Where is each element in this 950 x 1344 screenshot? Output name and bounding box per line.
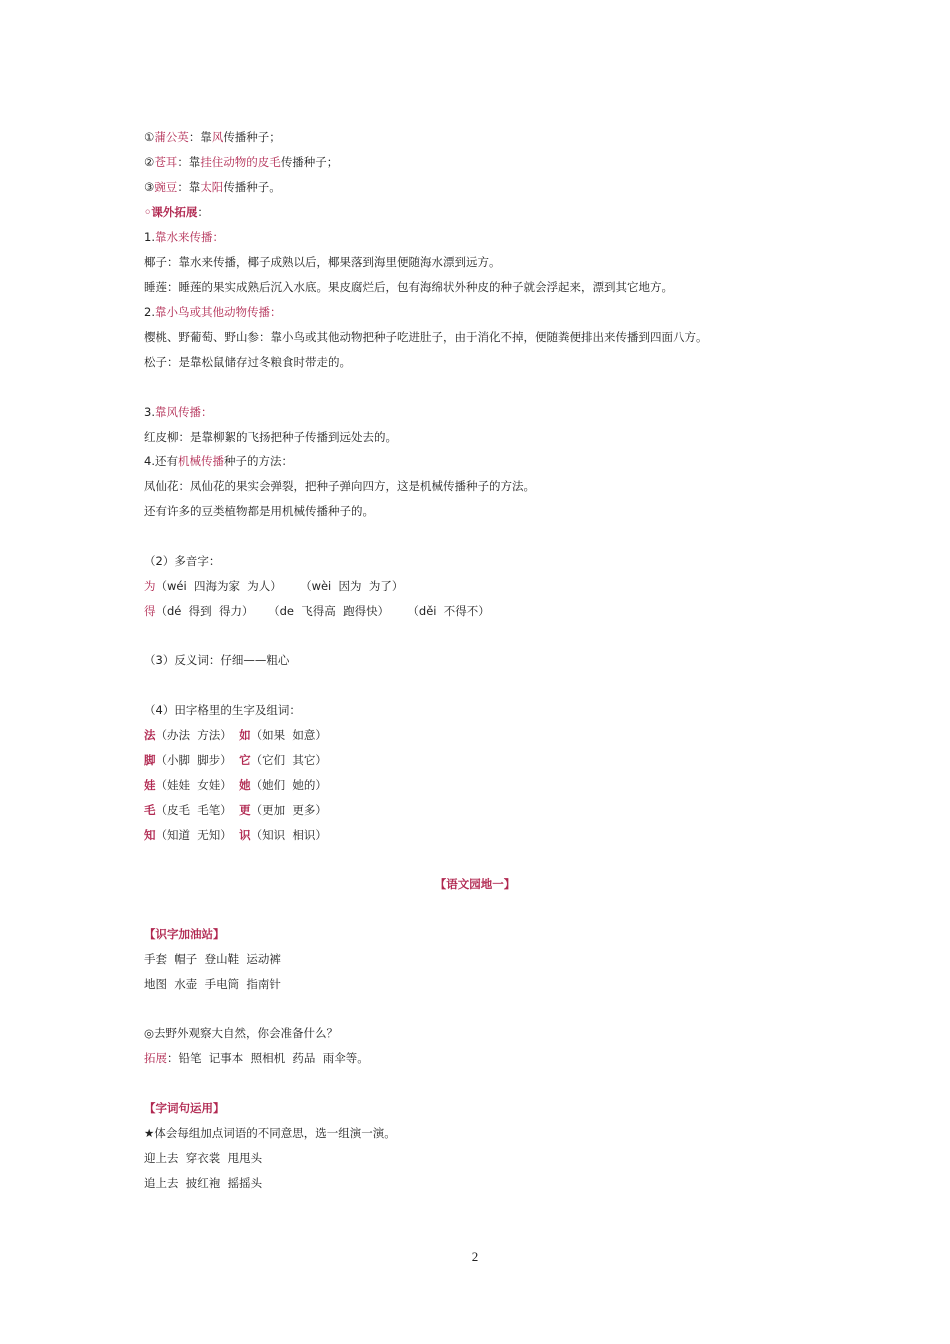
- text: ：: [197, 205, 209, 219]
- paragraph: 椰子：靠水来传播，椰子成熟以后，椰果落到海里便随海水漂到远方。: [144, 255, 501, 269]
- vocab-row: [144, 727, 327, 743]
- seed-item-cocklebur: [144, 154, 338, 170]
- page-number: 2: [471, 1249, 479, 1264]
- question: ◎去野外观察大自然，你会准备什么？: [144, 1026, 339, 1040]
- text: 传播种子；: [280, 155, 339, 169]
- text: 传播种子。: [223, 180, 281, 194]
- text: ：靠: [177, 155, 201, 169]
- polyphone-heading: （2）多音字：: [144, 554, 221, 568]
- plant-name: 蒲公英: [154, 130, 189, 144]
- subheading-text: 靠水来传播：: [154, 230, 224, 244]
- vocab-row: [144, 777, 327, 793]
- subsection-title-text: 【识字加油站】: [144, 927, 225, 941]
- item-number: ①: [144, 130, 155, 144]
- vocab-row: [144, 827, 327, 843]
- extension-answer: [144, 1050, 369, 1066]
- section-title-text: 【语文园地一】: [434, 877, 516, 891]
- seed-item-dandelion: [144, 129, 281, 145]
- vocab-char: 它: [239, 753, 251, 767]
- paragraph: 睡莲：睡莲的果实成熟后沉入水底。果皮腐烂后，包有海绵状外种皮的种子就会浮起来，漂到其它地方。: [144, 280, 673, 294]
- text: 传播种子；: [223, 130, 281, 144]
- vocab-char: 识: [239, 828, 251, 842]
- plant-name: 豌豆: [154, 180, 178, 194]
- instruction: ★体会每组加点词语的不同意思，选一组演一演。: [144, 1126, 396, 1140]
- vocab-char: 知: [144, 828, 156, 842]
- text: 3.: [144, 405, 155, 419]
- extension-heading: [144, 204, 209, 220]
- section-title: [0, 876, 950, 892]
- paragraph: 还有许多的豆类植物都是用机械传播种子的。: [144, 504, 374, 518]
- subsection-title: [144, 1100, 225, 1116]
- word-list: 手套 帽子 登山鞋 运动裤: [144, 952, 281, 966]
- vocab-words: （皮毛 毛笔）: [155, 803, 232, 817]
- vocab-char: 如: [239, 728, 251, 742]
- text: （wéi 四海为家 为人） （wèi 因为 为了）: [155, 579, 404, 593]
- method-highlight: 挂住动物的皮毛: [200, 155, 281, 169]
- subsection-title-text: 【字词句运用】: [144, 1101, 225, 1115]
- extension-label: 拓展: [144, 1051, 167, 1065]
- item-number: ②: [144, 155, 155, 169]
- vocab-words: （娃娃 女娃）: [155, 778, 232, 792]
- polyphone-char: 为: [144, 579, 156, 593]
- vocab-row: [144, 752, 327, 768]
- vocab-char: 更: [239, 803, 251, 817]
- subheading-text: 靠小鸟或其他动物传播：: [154, 305, 282, 319]
- vocab-heading: （4）田字格里的生字及组词：: [144, 703, 301, 717]
- vocab-words: （知识 相识）: [250, 828, 327, 842]
- text: 种子的方法：: [223, 454, 293, 468]
- text: 2.: [144, 305, 155, 319]
- vocab-words: （如果 如意）: [250, 728, 327, 742]
- method-highlight: 太阳: [200, 180, 224, 194]
- subheading-mechanical: [144, 453, 293, 469]
- polyphone-row: [144, 578, 403, 594]
- word-list: 迎上去 穿衣裳 甩甩头: [144, 1151, 263, 1165]
- word-list: 地图 水壶 手电筒 指南针: [144, 977, 281, 991]
- extension-title: ◦课外拓展: [144, 205, 198, 219]
- text: ：铅笔 记事本 照相机 药品 雨伞等。: [167, 1051, 369, 1065]
- vocab-words: （它们 其它）: [250, 753, 327, 767]
- paragraph: 松子：是靠松鼠储存过冬粮食时带走的。: [144, 355, 351, 369]
- plant-name: 苍耳: [154, 155, 178, 169]
- subheading-animals: [144, 304, 281, 320]
- vocab-words: （她们 她的）: [250, 778, 327, 792]
- subsection-title: [144, 926, 225, 942]
- polyphone-row: [144, 603, 490, 619]
- vocab-char: 脚: [144, 753, 156, 767]
- vocab-char: 她: [239, 778, 251, 792]
- subheading-text: 靠风传播：: [154, 405, 213, 419]
- text: 1.: [144, 230, 155, 244]
- vocab-char: 毛: [144, 803, 156, 817]
- subheading-water: [144, 229, 224, 245]
- method-highlight: 风: [211, 130, 224, 144]
- subheading-wind: [144, 404, 212, 420]
- text: 4.还有: [144, 454, 178, 468]
- paragraph: 红皮柳：是靠柳絮的飞扬把种子传播到远处去的。: [144, 430, 397, 444]
- vocab-words: （更加 更多）: [250, 803, 327, 817]
- vocab-char: 法: [144, 728, 156, 742]
- paragraph: 樱桃、野葡萄、野山参：靠小鸟或其他动物把种子吃进肚子，由于消化不掉，便随粪便排出来传播到四面八方。: [144, 330, 708, 344]
- vocab-char: 娃: [144, 778, 156, 792]
- vocab-words: （知道 无知）: [155, 828, 232, 842]
- seed-item-pea: [144, 179, 281, 195]
- antonym-line: （3）反义词：仔细——粗心: [144, 653, 290, 667]
- subheading-text: 机械传播: [177, 454, 224, 468]
- vocab-words: （办法 方法）: [155, 728, 232, 742]
- text: ：靠: [177, 180, 201, 194]
- word-list: 追上去 披红袍 摇摇头: [144, 1176, 263, 1190]
- text: ：靠: [188, 130, 212, 144]
- paragraph: 凤仙花：凤仙花的果实会弹裂，把种子弹向四方，这是机械传播种子的方法。: [144, 479, 535, 493]
- item-number: ③: [144, 180, 155, 194]
- polyphone-char: 得: [144, 604, 156, 618]
- text: （dé 得到 得力） （de 飞得高 跑得快） （děi 不得不）: [155, 604, 490, 618]
- vocab-words: （小脚 脚步）: [155, 753, 232, 767]
- vocab-row: [144, 802, 327, 818]
